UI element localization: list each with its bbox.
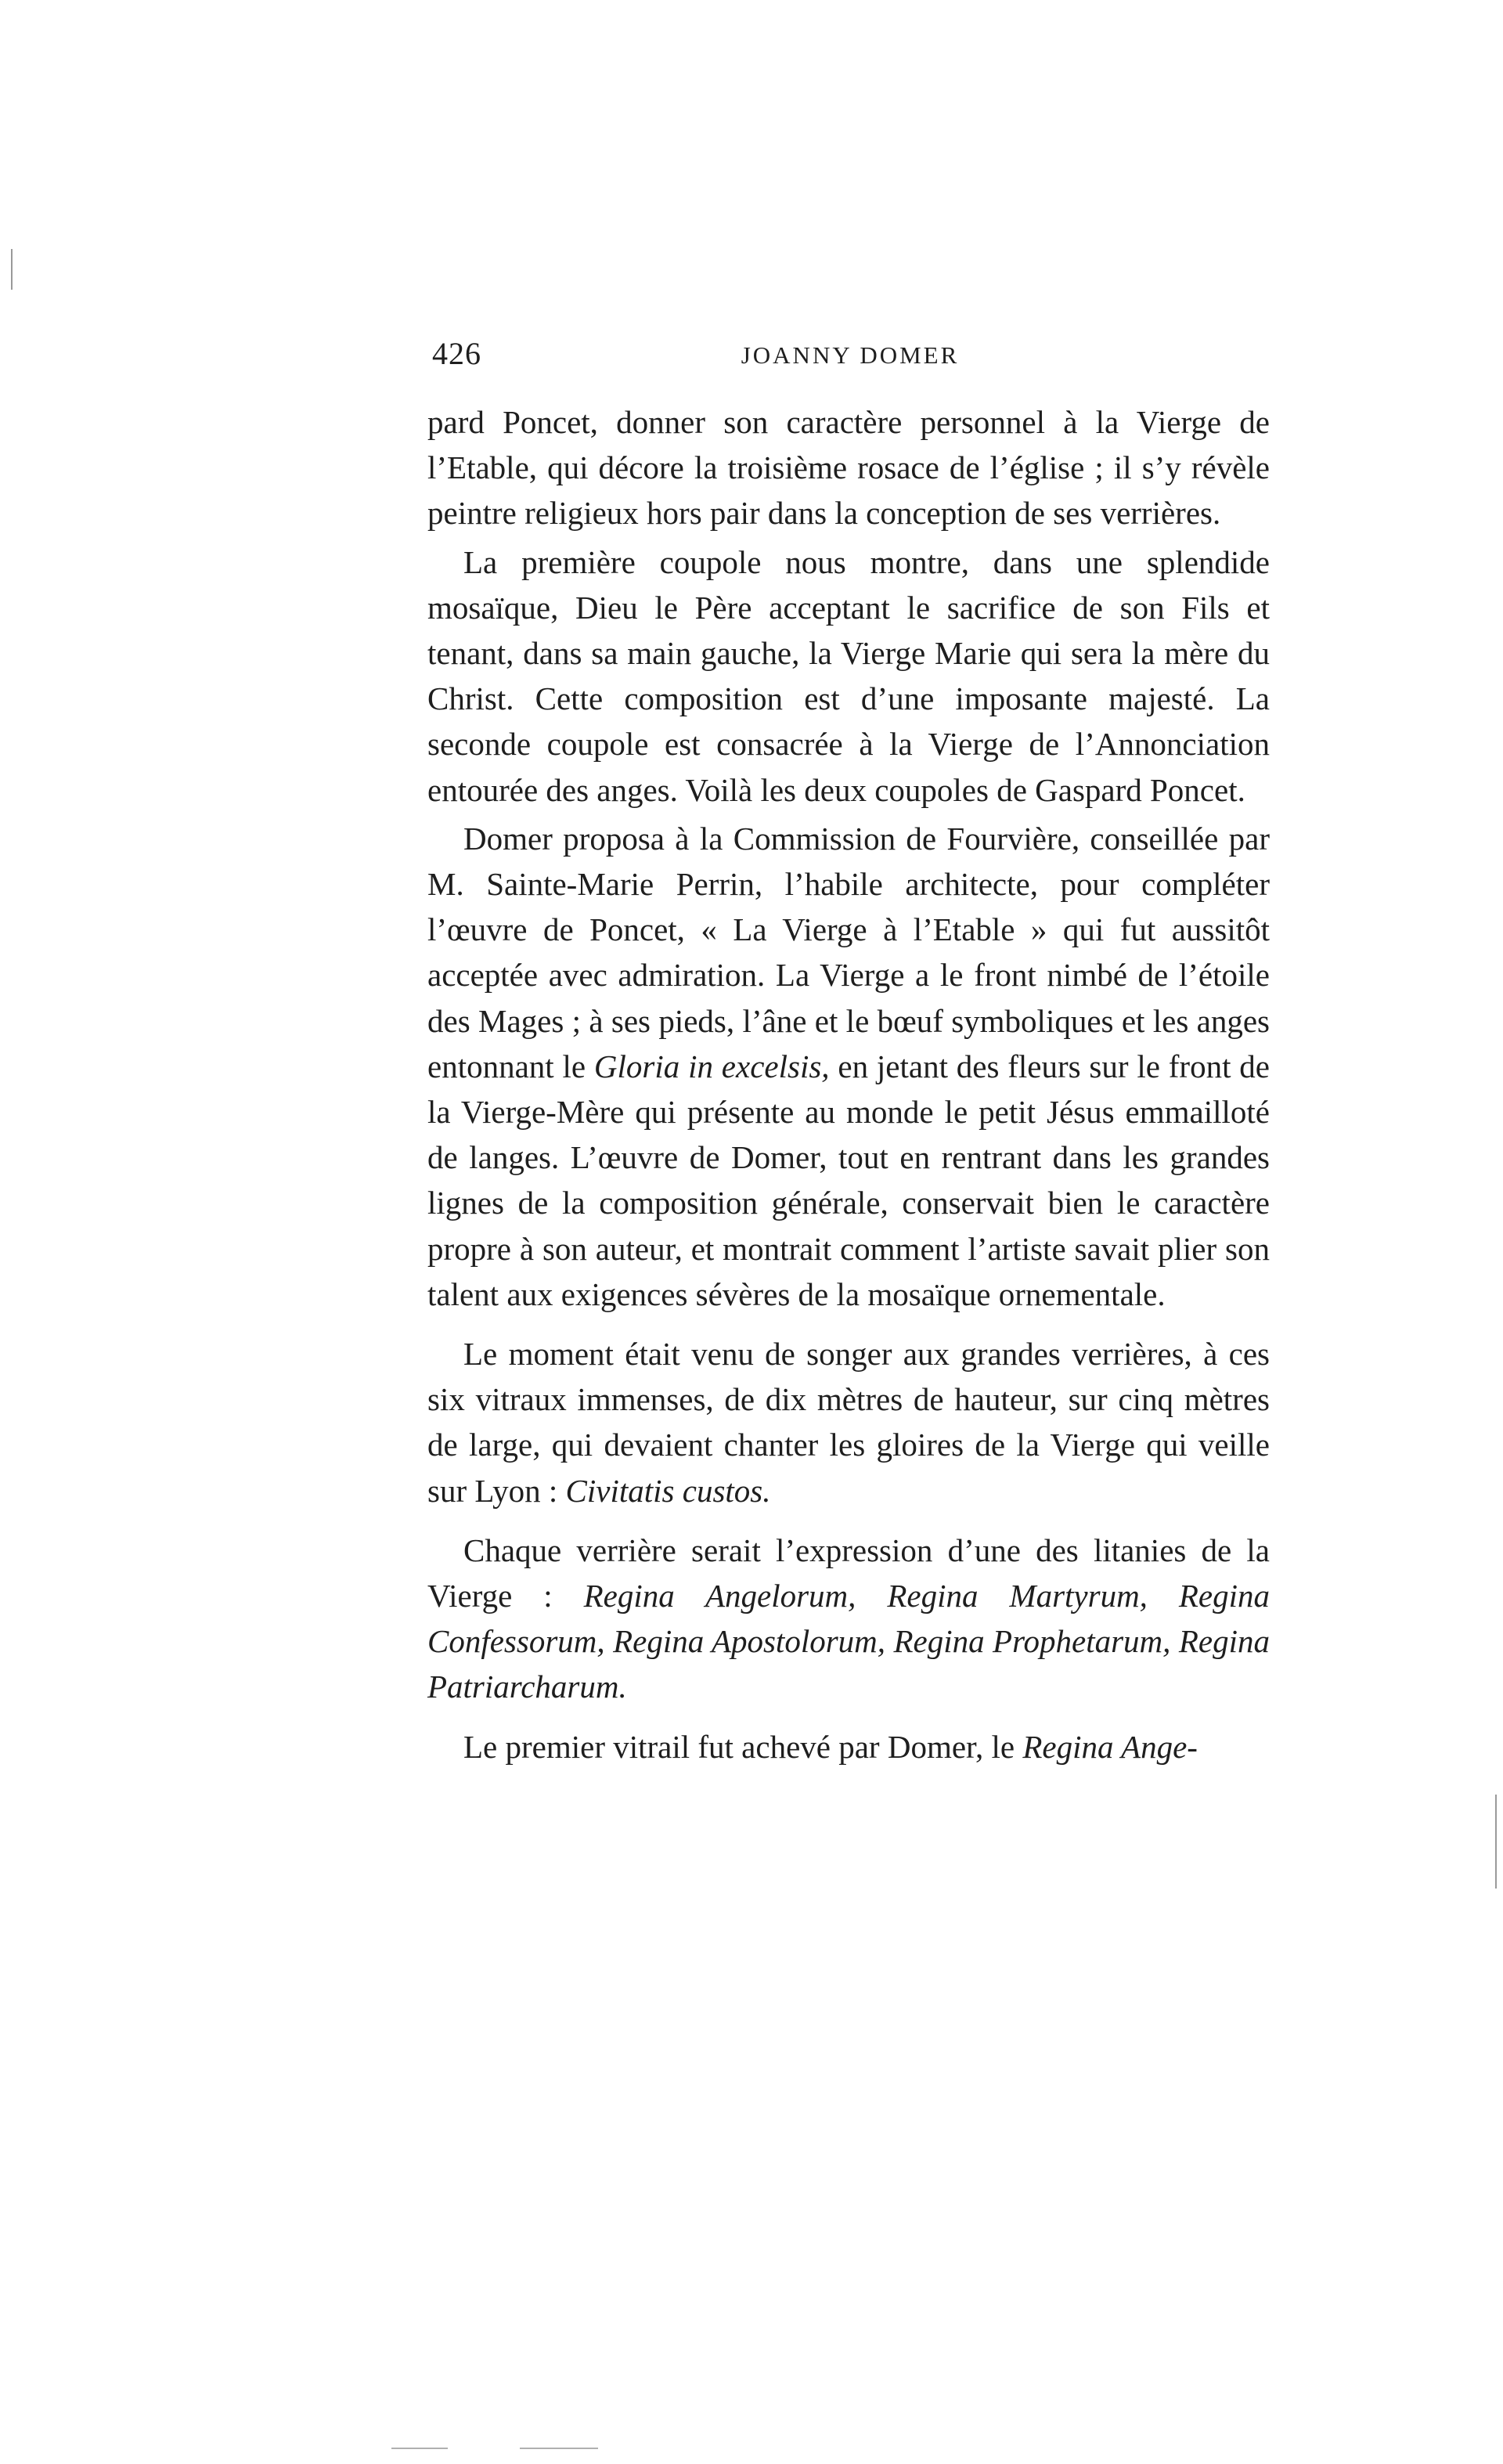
left-edge-mark: [11, 249, 13, 290]
paragraph-6-italic: Regina Ange-: [1022, 1728, 1198, 1765]
paragraph-1: pard Poncet, donner son caractère personnel à la Vierge de l’Etable, qui décore la troisième rosace de l’église ; il s’y révèle peintre religieux hors pair dans la conception de ses verrières.: [427, 404, 1270, 532]
running-head: [432, 335, 1268, 382]
paragraph-3-text-b: en jetant des fleurs sur le front de la Vierge-Mère qui présente au monde le petit Jésus emmailloté de langes. L’œuvre de Domer, tout en rentrant dans les grandes lignes de la composition générale, conservait bien le caractère propre à son auteur, et montrait comment l’artiste savait plier son talent aux exigences sévères de la mosaïque ornementale.: [427, 1048, 1270, 1312]
paragraph-5: [427, 1528, 1270, 1710]
paragraph-3-text-a: Domer proposa à la Commission de Fourvière, conseillée par M. Sainte-Marie Perrin, l’habile architecte, pour compléter l’œuvre de Poncet, « La Vierge à l’Etable » qui fut aussitôt acceptée avec admiration. La Vierge a le front nimbé de l’étoile des Mages ; à ses pieds, l’âne et le bœuf symboliques et les anges entonnant le: [427, 820, 1270, 1084]
paragraph-2: La première coupole nous montre, dans une splendide mosaïque, Dieu le Père acceptant le sacrifice de son Fils et tenant, dans sa main gauche, la Vierge Marie qui sera la mère du Christ. Cette composition est d’une imposante majesté. La seconde coupole est consacrée à la Vierge de l’Annonciation entourée des anges. Voilà les deux coupoles de Gaspard Poncet.: [427, 543, 1270, 808]
body-text: [427, 399, 1270, 1770]
paragraph-3-italic: Gloria in excelsis,: [593, 1048, 830, 1084]
bottom-rule-left: [391, 2448, 448, 2449]
paragraph-6-text: Le premier vitrail fut achevé par Domer, le: [463, 1728, 1023, 1765]
running-title: JOANNY DOMER: [741, 341, 960, 369]
paragraph-5-italic: Regina Angelorum, Regina Martyrum, Regina Confessorum, Regina Apostolorum, Regina Prophetarum, Regina Patriarcharum.: [427, 1578, 1270, 1705]
paragraph-4: [427, 1331, 1270, 1513]
page-number: 426: [432, 336, 481, 371]
paragraph-5-text: Chaque verrière serait l’expression d’une des litanies de la Vierge :: [427, 1531, 1270, 1614]
bottom-rule-right: [520, 2448, 598, 2449]
right-edge-mark: [1495, 1795, 1497, 1889]
paragraph-3: [427, 816, 1270, 1317]
paragraph-6: [427, 1724, 1270, 1770]
paragraph-4-text: Le moment était venu de songer aux grandes verrières, à ces six vitraux immenses, de dix mètres de hauteur, sur cinq mètres de large, qui devaient chanter les gloires de la Vierge qui veille sur Lyon :: [427, 1336, 1270, 1509]
paragraph-4-italic: Civitatis custos.: [565, 1472, 771, 1509]
